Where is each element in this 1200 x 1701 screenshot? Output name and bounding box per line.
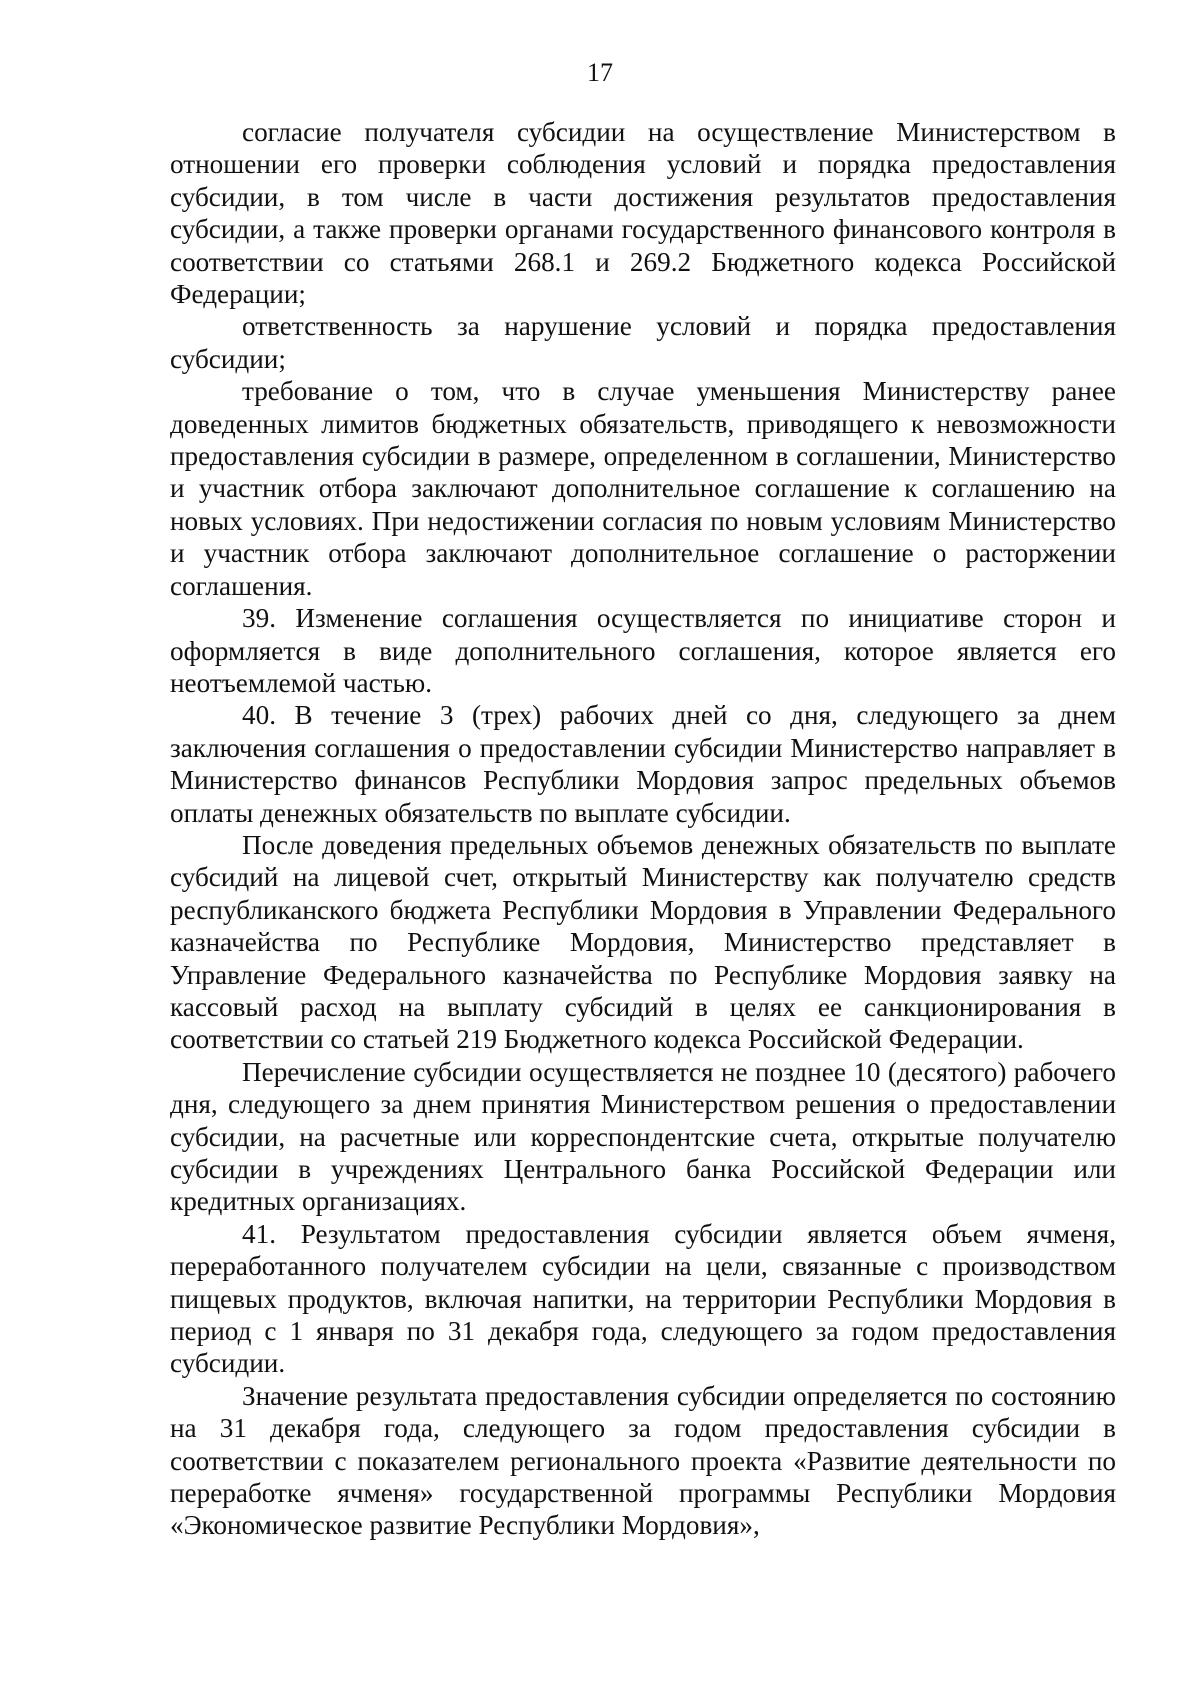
- paragraph-consent-verification: согласие получателя субсидии на осуществление Министерством в отношении его проверки соблюдения условий и порядка предоставления субсидии, в том числе в части достижения результатов предоставления субсидии, а также проверки органами государственного финансового контроля в соответствии со статьями 268.1 и 269.2 Бюджетного кодекса Российской Федерации;: [170, 117, 1116, 310]
- page-number: 17: [587, 58, 613, 87]
- paragraph-limits-reduction: требование о том, что в случае уменьшения Министерству ранее доведенных лимитов бюджетных обязательств, приводящего к невозможности предоставления субсидии в размере, определенном в соглашении, Министерство и участник отбора заключают дополнительное соглашение к соглашению на новых условиях. При недостижении согласия по новым условиям Министерство и участник отбора заключают дополнительное соглашение о расторжении соглашения.: [170, 376, 1116, 601]
- paragraph-transfer-terms: Перечисление субсидии осуществляется не позднее 10 (десятого) рабочего дня, следующего за днем принятия Министерством решения о предоставлении субсидии, на расчетные или корреспондентские счета, открытые получателю субсидии в учреждениях Центрального банка Российской Федерации или кредитных организациях.: [170, 1056, 1116, 1217]
- paragraph-responsibility: ответственность за нарушение условий и порядка предоставления субсидии;: [170, 311, 1116, 374]
- paragraph-result-value: Значение результата предоставления субсидии определяется по состоянию на 31 декабря года, следующего за годом предоставления субсидии в соответствии с показателем регионального проекта «Развитие деятельности по переработке ячменя» государственной программы Республики Мордовия «Экономическое развитие Республики Мордовия»,: [170, 1380, 1116, 1541]
- paragraph-item-39: 39. Изменение соглашения осуществляется по инициативе сторон и оформляется в виде дополнительного соглашения, которое является его неотъемлемой частью.: [170, 603, 1116, 698]
- paragraph-limits-communication: После доведения предельных объемов денежных обязательств по выплате субсидий на лицевой счет, открытый Министерству как получателю средств республиканского бюджета Республики Мордовия в Управлении Федерального казначейства по Республике Мордовия, Министерство представляет в Управление Федерального казначейства по Республике Мордовия заявку на кассовый расход на выплату субсидий в целях ее санкционирования в соответствии со статьей 219 Бюджетного кодекса Российской Федерации.: [170, 829, 1116, 1055]
- document-body: [170, 116, 1116, 1542]
- paragraph-item-41: 41. Результатом предоставления субсидии является объем ячменя, переработанного получателем субсидии на цели, связанные с производством пищевых продуктов, включая напитки, на территории Республики Мордовия в период с 1 января по 31 декабря года, следующего за годом предоставления субсидии.: [170, 1218, 1116, 1379]
- paragraph-item-40: 40. В течение 3 (трех) рабочих дней со дня, следующего за днем заключения соглашения о предоставлении субсидии Министерство направляет в Министерство финансов Республики Мордовия запрос предельных объемов оплаты денежных обязательств по выплате субсидии.: [170, 700, 1116, 828]
